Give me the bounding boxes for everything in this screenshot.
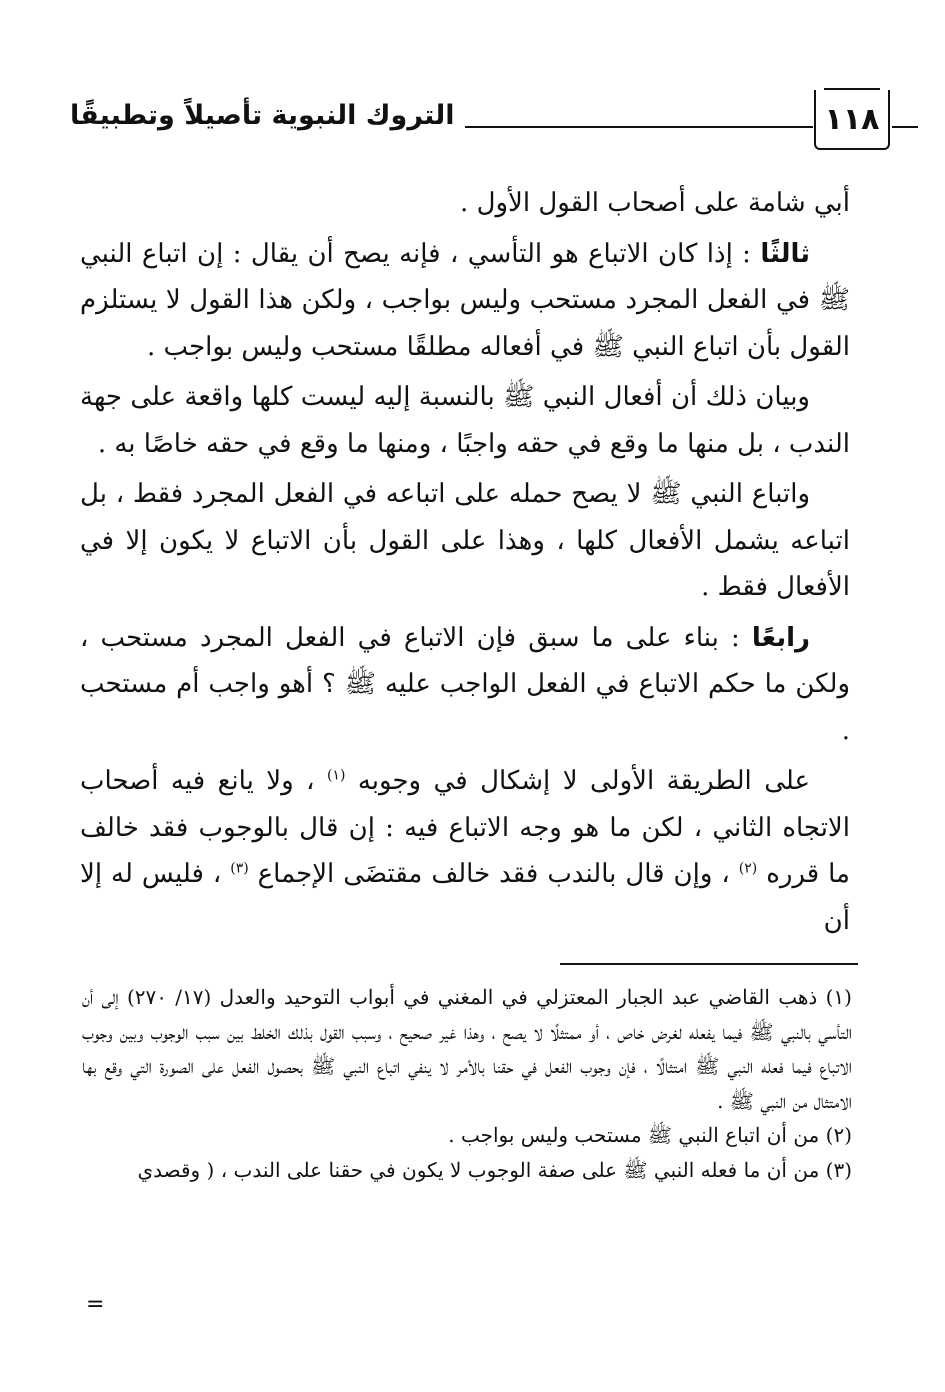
paragraph-5-lead: رابعًا [751, 622, 810, 653]
paragraph-6-text-b: ، ولا يانع فيه أصحاب الاتجاه الثاني ، لكن ما هو وجه الاتباع فيه : إن قال بالوجوب فقد خالف ما قرره [80, 766, 850, 889]
paragraph-3: وبيان ذلك أن أفعال النبي ﷺ بالنسبة إليه ليست كلها واقعة على جهة الندب ، بل منها ما وقع في حقه واجبًا ، ومنها ما وقع في حقه خاصًا به . [80, 382, 850, 459]
paragraph-6 [80, 758, 850, 944]
header-rule-left [465, 126, 813, 128]
footnote-ref-1: (١) [326, 767, 346, 784]
paragraph-5-text: : بناء على ما سبق فإن الاتباع في الفعل المجرد مستحب ، ولكن ما حكم الاتباع في الفعل الواجب عليه ﷺ ؟ أهو واجب أم مستحب . [80, 622, 851, 746]
book-title: التروك النبوية تأصيلاً وتطبيقًا [70, 100, 455, 131]
paragraph-6-text-a: على الطريقة الأولى لا إشكال في وجوبه [345, 766, 810, 796]
paragraph-1: أبي شامة على أصحاب القول الأول . [460, 188, 850, 218]
footnote-2: (٢) من أن اتباع النبي ﷺ مستحب وليس بواجب . [448, 1123, 852, 1147]
footnote-3: (٣) من أن ما فعله النبي ﷺ على صفة الوجوب لا يكون في حقنا على الندب ، ( وقصدي [137, 1157, 852, 1182]
footnote-continuation-mark: = [86, 1292, 105, 1317]
footnote-ref-2: (٢) [738, 860, 758, 877]
header-rule-right [892, 126, 918, 128]
footnote-ref-3: (٣) [230, 860, 249, 877]
footnote-1: (١) ذهب القاضي عبد الجبار المعتزلي في المغني في أبواب التوحيد والعدل (١٧/ ٢٧٠) إلى أن التأسي بالنبي ﷺ فيما يفعله لغرض خاص ، أو ممتثلًا لا يصح ، وهذا غير صحيح ، وسبب القول بذلك الخلط بين سبب الوجوب وبين وجوب الاتباع فيما فعله النبي ﷺ امتثالًا ، فإن وجوب الفعل في حقنا بالأمر لا ينفي اتباع النبي ﷺ بحصول الفعل على الصورة التي وقع بها الامتثال من النبي ﷺ . [82, 985, 852, 1113]
paragraph-2 [80, 231, 850, 371]
main-text [80, 180, 850, 948]
paragraph-6-text-c: ، وإن قال بالندب فقد خالف مقتضَى الإجماع [248, 859, 739, 889]
paragraph-4: واتباع النبي ﷺ لا يصح حمله على اتباعه في الفعل المجرد فقط ، بل اتباعه يشمل الأفعال كلها ، وهذا على القول بأن الاتباع لا يكون إلا في الأفعال فقط . [80, 479, 850, 602]
paragraph-2-lead: ثالثًا [760, 238, 810, 269]
paragraph-6-text-d: ، فليس له إلا أن [80, 859, 850, 936]
footnote-separator [560, 963, 858, 965]
footnotes [82, 980, 852, 1187]
paragraph-2-text: : إذا كان الاتباع هو التأسي ، فإنه يصح أن يقال : إن اتباع النبي ﷺ في الفعل المجرد مستحب وليس بواجب ، ولكن هذا القول لا يستلزم القول بأن اتباع النبي ﷺ في أفعاله مطلقًا مستحب وليس بواجب . [80, 238, 850, 362]
paragraph-5 [80, 615, 850, 755]
page-number: ١١٨ [814, 90, 890, 150]
page-header [70, 86, 880, 156]
